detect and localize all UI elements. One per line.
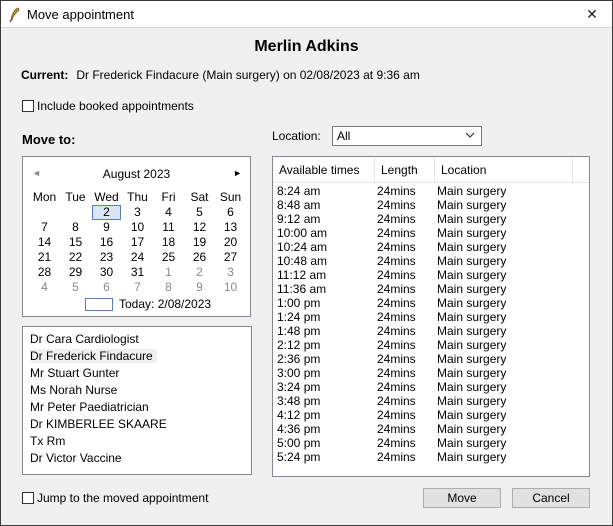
time-cell: 4:12 pm	[277, 408, 321, 422]
time-cell: 3:24 pm	[277, 380, 321, 394]
column-length[interactable]: Length	[375, 157, 435, 183]
time-row[interactable]	[273, 422, 589, 436]
location-cell: Main surgery	[437, 212, 507, 226]
move-to-label: Move to:	[22, 132, 76, 147]
time-row[interactable]	[273, 450, 589, 464]
length-cell: 24mins	[377, 352, 416, 366]
length-cell: 24mins	[377, 380, 416, 394]
calendar-day[interactable]: 19	[192, 235, 207, 249]
calendar-day[interactable]: 29	[68, 265, 83, 279]
calendar-day[interactable]: 21	[37, 250, 52, 264]
calendar-day[interactable]: 4	[41, 280, 48, 294]
time-cell: 11:36 am	[277, 282, 327, 296]
time-cell: 4:36 pm	[277, 422, 321, 436]
calendar-day[interactable]: 5	[196, 205, 203, 219]
calendar-grid	[29, 190, 246, 295]
calendar-day[interactable]: 12	[192, 220, 207, 234]
length-cell: 24mins	[377, 436, 416, 450]
quill-icon	[8, 7, 22, 23]
length-cell: 24mins	[377, 240, 416, 254]
practitioner-item[interactable]	[23, 399, 251, 416]
length-cell: 24mins	[377, 422, 416, 436]
length-cell: 24mins	[377, 212, 416, 226]
calendar-day[interactable]: 27	[223, 250, 238, 264]
time-row[interactable]	[273, 240, 589, 254]
length-cell: 24mins	[377, 254, 416, 268]
times-body	[273, 184, 589, 464]
time-row[interactable]	[273, 226, 589, 240]
include-booked-row[interactable]	[22, 99, 194, 113]
calendar-day[interactable]: 17	[130, 235, 145, 249]
time-cell: 10:00 am	[277, 226, 328, 240]
practitioner-item[interactable]	[23, 416, 251, 433]
location-cell: Main surgery	[437, 310, 507, 324]
time-row[interactable]	[273, 408, 589, 422]
calendar-day[interactable]: 24	[130, 250, 145, 264]
time-cell: 10:48 am	[277, 254, 328, 268]
calendar-day[interactable]: 25	[161, 250, 176, 264]
length-cell: 24mins	[377, 324, 416, 338]
practitioner-item[interactable]	[23, 450, 251, 467]
time-cell: 2:36 pm	[277, 352, 321, 366]
calendar-week	[29, 265, 246, 280]
calendar-day[interactable]: 2	[196, 265, 203, 279]
time-row[interactable]	[273, 254, 589, 268]
time-cell: 1:48 pm	[277, 324, 321, 338]
weekday-label: Mon	[32, 190, 57, 204]
location-cell: Main surgery	[437, 268, 507, 282]
calendar-day[interactable]: 13	[223, 220, 238, 234]
length-cell: 24mins	[377, 394, 416, 408]
calendar-today[interactable]	[85, 297, 211, 311]
time-cell: 3:48 pm	[277, 394, 321, 408]
available-times-list[interactable]	[272, 156, 590, 477]
calendar-day[interactable]: 10	[223, 280, 238, 294]
calendar-day[interactable]: 6	[227, 205, 234, 219]
time-row[interactable]	[273, 212, 589, 226]
calendar-day[interactable]: 1	[165, 265, 172, 279]
practitioner-item[interactable]	[23, 382, 251, 399]
location-cell: Main surgery	[437, 436, 507, 450]
calendar-day[interactable]: 20	[223, 235, 238, 249]
time-row[interactable]	[273, 394, 589, 408]
include-booked-checkbox[interactable]	[22, 100, 34, 112]
jump-row[interactable]	[22, 491, 208, 505]
location-cell: Main surgery	[437, 240, 507, 254]
location-cell: Main surgery	[437, 198, 507, 212]
cancel-button[interactable]: Cancel	[512, 488, 590, 508]
include-booked-label[interactable]: Include booked appointments	[37, 99, 194, 113]
calendar-day[interactable]: 28	[37, 265, 52, 279]
length-cell: 24mins	[377, 198, 416, 212]
calendar-day[interactable]: 4	[165, 205, 172, 219]
time-cell: 10:24 am	[277, 240, 328, 254]
current-label: Current:	[21, 68, 69, 82]
practitioner-name: Dr Victor Vaccine	[30, 451, 122, 465]
calendar-day[interactable]: 23	[99, 250, 114, 264]
calendar-day-selected[interactable]: 2	[92, 205, 121, 220]
time-row[interactable]	[273, 310, 589, 324]
calendar-day[interactable]: 15	[68, 235, 83, 249]
calendar-prev-button[interactable]: ◄	[32, 168, 41, 178]
calendar-day[interactable]: 16	[99, 235, 114, 249]
practitioner-name: Tx Rm	[30, 434, 66, 448]
calendar-day[interactable]: 8	[72, 220, 79, 234]
time-cell: 11:12 am	[277, 268, 327, 282]
calendar-day[interactable]: 11	[162, 220, 175, 234]
location-cell: Main surgery	[437, 380, 507, 394]
current-appointment-text: Dr Frederick Findacure (Main surgery) on 02/08/2023 at 9:36 am	[76, 68, 420, 82]
times-header	[273, 157, 589, 183]
calendar-day[interactable]: 31	[130, 265, 145, 279]
length-cell: 24mins	[377, 338, 416, 352]
location-cell: Main surgery	[437, 254, 507, 268]
location-value: All	[337, 129, 351, 143]
time-row[interactable]	[273, 184, 589, 198]
length-cell: 24mins	[377, 366, 416, 380]
calendar-week	[29, 205, 246, 220]
length-cell: 24mins	[377, 282, 416, 296]
location-cell: Main surgery	[437, 408, 507, 422]
practitioner-name: Mr Peter Paediatrician	[30, 400, 149, 414]
location-cell: Main surgery	[437, 184, 507, 198]
location-select[interactable]	[332, 126, 482, 146]
move-button[interactable]: Move	[423, 488, 501, 508]
time-row[interactable]	[273, 380, 589, 394]
practitioner-list[interactable]	[22, 326, 252, 475]
calendar-day[interactable]: 8	[165, 280, 172, 294]
calendar-day[interactable]: 7	[134, 280, 141, 294]
jump-checkbox[interactable]	[22, 492, 34, 504]
location-label: Location:	[272, 129, 321, 143]
length-cell: 24mins	[377, 184, 416, 198]
today-label: Today: 2/08/2023	[119, 297, 212, 311]
time-cell: 9:12 am	[277, 212, 321, 226]
jump-label[interactable]: Jump to the moved appointment	[37, 491, 209, 505]
length-cell: 24mins	[377, 310, 416, 324]
length-cell: 24mins	[377, 226, 416, 240]
window-title: Move appointment	[27, 7, 134, 22]
time-row[interactable]	[273, 296, 589, 310]
weekday-label: Sat	[190, 190, 209, 204]
time-cell: 3:00 pm	[277, 366, 321, 380]
weekday-label: Thu	[127, 190, 148, 204]
practitioner-name: Dr Cara Cardiologist	[30, 332, 139, 346]
location-cell: Main surgery	[437, 324, 507, 338]
calendar-month-label[interactable]: August 2023	[102, 167, 171, 181]
current-appointment	[21, 68, 420, 82]
calendar-day[interactable]: 5	[72, 280, 79, 294]
time-row[interactable]	[273, 268, 589, 282]
calendar-day[interactable]: 3	[227, 265, 234, 279]
calendar-week	[29, 235, 246, 250]
calendar-day[interactable]: 26	[192, 250, 207, 264]
calendar-day[interactable]: 18	[161, 235, 176, 249]
weekday-label: Wed	[94, 190, 119, 204]
calendar-day[interactable]: 9	[103, 220, 110, 234]
calendar-day[interactable]: 6	[103, 280, 110, 294]
practitioner-name: Ms Norah Nurse	[30, 383, 118, 397]
calendar-day[interactable]: 7	[41, 220, 48, 234]
today-marker-icon	[85, 298, 113, 311]
calendar-week	[29, 250, 246, 265]
time-cell: 2:12 pm	[277, 338, 321, 352]
time-cell: 8:48 am	[277, 198, 321, 212]
calendar-day[interactable]: 30	[99, 265, 114, 279]
time-cell: 1:00 pm	[277, 296, 321, 310]
location-cell: Main surgery	[437, 226, 507, 240]
time-row[interactable]	[273, 338, 589, 352]
calendar-day[interactable]: 14	[37, 235, 52, 249]
calendar-next-button[interactable]: ►	[233, 168, 242, 178]
location-cell: Main surgery	[437, 352, 507, 366]
practitioner-name: Dr Frederick Findacure	[30, 349, 157, 363]
practitioner-name: Dr KIMBERLEE SKAARE	[30, 417, 167, 431]
practitioner-item[interactable]	[23, 365, 251, 382]
practitioner-item[interactable]	[23, 348, 251, 365]
time-row[interactable]	[273, 436, 589, 450]
chevron-down-icon	[464, 128, 476, 142]
time-row[interactable]	[273, 324, 589, 338]
column-location[interactable]: Location	[435, 157, 573, 183]
time-cell: 1:24 pm	[277, 310, 321, 324]
length-cell: 24mins	[377, 268, 416, 282]
time-cell: 8:24 am	[277, 184, 321, 198]
time-row[interactable]	[273, 282, 589, 296]
time-row[interactable]	[273, 198, 589, 212]
location-cell: Main surgery	[437, 422, 507, 436]
patient-name: Merlin Adkins	[254, 38, 359, 55]
practitioner-name: Mr Stuart Gunter	[30, 366, 120, 380]
length-cell: 24mins	[377, 450, 416, 464]
title-bar	[1, 1, 612, 28]
calendar-week	[29, 280, 246, 295]
time-row[interactable]	[273, 366, 589, 380]
practitioner-item[interactable]	[23, 331, 251, 348]
location-cell: Main surgery	[437, 366, 507, 380]
calendar-day[interactable]: 10	[130, 220, 145, 234]
practitioner-item[interactable]	[23, 433, 251, 450]
location-cell: Main surgery	[437, 450, 507, 464]
calendar-day[interactable]: 22	[68, 250, 83, 264]
length-cell: 24mins	[377, 408, 416, 422]
weekday-label: Sun	[219, 190, 242, 204]
column-available-times[interactable]: Available times	[273, 157, 375, 183]
close-button[interactable]	[572, 1, 612, 28]
calendar-day[interactable]: 3	[134, 205, 141, 219]
time-cell: 5:00 pm	[277, 436, 321, 450]
weekday-header	[29, 190, 246, 205]
calendar-week	[29, 220, 246, 235]
location-cell: Main surgery	[437, 338, 507, 352]
location-cell: Main surgery	[437, 394, 507, 408]
length-cell: 24mins	[377, 296, 416, 310]
location-cell: Main surgery	[437, 282, 507, 296]
weekday-label: Fri	[161, 190, 176, 204]
time-cell: 5:24 pm	[277, 450, 321, 464]
month-calendar[interactable]	[22, 156, 251, 317]
location-cell: Main surgery	[437, 296, 507, 310]
close-icon: ✕	[586, 6, 598, 22]
calendar-day[interactable]: 9	[196, 280, 203, 294]
time-row[interactable]	[273, 352, 589, 366]
weekday-label: Tue	[65, 190, 86, 204]
